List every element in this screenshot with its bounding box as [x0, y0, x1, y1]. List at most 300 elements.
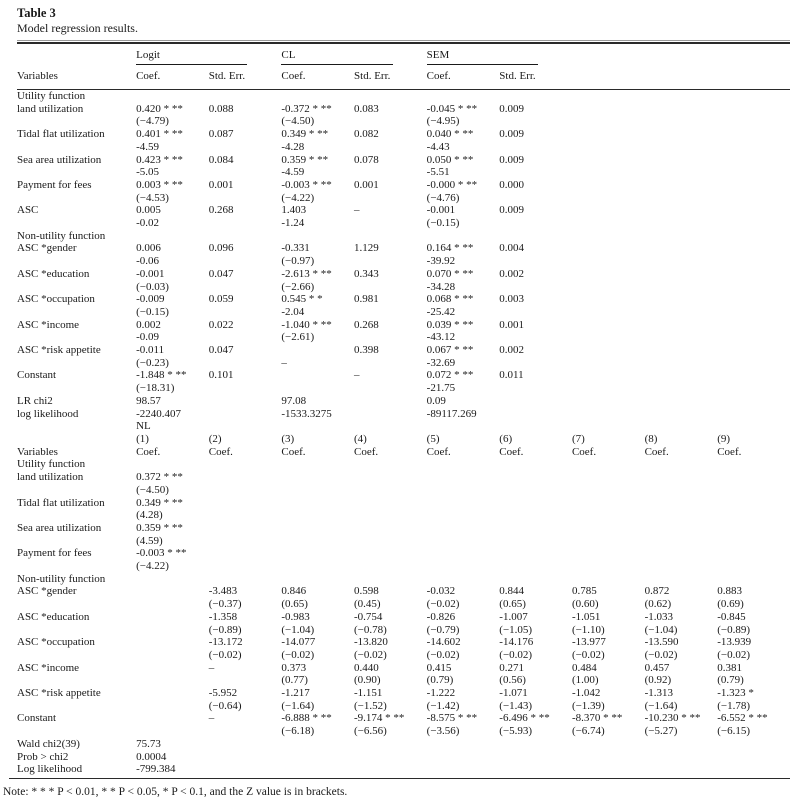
coef-value: -0.331	[281, 242, 310, 255]
coef-value: -8.575 * **	[426, 712, 478, 725]
cell	[427, 611, 500, 636]
cell	[717, 204, 790, 229]
coef-value: -1533.3275	[281, 407, 332, 420]
z-value: -1.24	[281, 217, 305, 230]
cell	[645, 103, 718, 128]
coef-value: -6.552 * **	[717, 712, 768, 725]
cell	[209, 369, 282, 394]
cell	[281, 662, 354, 687]
cell	[499, 344, 572, 369]
coef-value: 0.844	[499, 585, 525, 598]
cell	[136, 497, 209, 522]
cell	[354, 408, 427, 421]
cell	[209, 687, 282, 712]
cell	[354, 154, 427, 179]
cell	[499, 319, 572, 344]
row-label: LR chi2	[17, 394, 53, 407]
z-value: -0.09	[136, 331, 160, 344]
cell	[281, 547, 354, 572]
coef-value: 0.088	[208, 102, 234, 115]
header-value: Coef.	[208, 445, 233, 458]
header-value: Coef.	[354, 445, 379, 458]
z-value: -4.43	[426, 140, 450, 153]
coef-value: 0.040 * **	[426, 128, 474, 141]
coef-value: -0.011	[136, 344, 165, 357]
cell	[499, 497, 572, 522]
table-row	[17, 687, 790, 712]
z-value: (0.90)	[354, 674, 381, 687]
cell	[645, 395, 718, 408]
cell	[499, 128, 572, 153]
cell	[572, 408, 645, 421]
cell	[717, 738, 790, 751]
cell	[209, 662, 282, 687]
cell	[281, 242, 354, 267]
coef-value: 0.003 * **	[136, 178, 183, 191]
cell	[499, 179, 572, 204]
z-value: (−0.78)	[354, 623, 387, 636]
cell	[572, 319, 645, 344]
cell	[499, 433, 572, 446]
coef-value: 0.009	[499, 204, 525, 217]
table-row	[17, 585, 790, 610]
cell	[136, 179, 209, 204]
coef-value: -0.826	[426, 610, 456, 623]
table-row	[17, 344, 790, 369]
cell	[717, 268, 790, 293]
coef-value: -13.172	[208, 636, 243, 649]
coef-value: 0.268	[354, 318, 379, 331]
cell	[427, 446, 500, 459]
coef-value: 0.004	[499, 242, 525, 255]
coef-value: 0.011	[499, 369, 524, 382]
coef-value: 0.359 * **	[281, 153, 329, 166]
cell	[645, 662, 718, 687]
cell	[354, 751, 427, 764]
coef-value: -1.051	[571, 610, 601, 623]
cell	[572, 293, 645, 318]
header-value: (9)	[717, 432, 731, 445]
row-label: Payment for fees	[17, 547, 92, 560]
cell	[427, 547, 500, 572]
cell	[354, 611, 427, 636]
coef-value: 0.072 * **	[426, 369, 474, 382]
cell	[717, 471, 790, 496]
coef-value: 0.484	[571, 661, 597, 674]
table-row	[17, 128, 790, 153]
empty-cell	[645, 44, 718, 65]
z-value: -2.04	[281, 305, 305, 318]
column-header: Std. Err.	[499, 65, 572, 90]
cell	[499, 585, 572, 610]
z-value: (−1.05)	[499, 623, 533, 636]
coef-value: -13.590	[644, 636, 679, 649]
cell	[427, 636, 500, 661]
cell	[645, 204, 718, 229]
cell	[209, 154, 282, 179]
cell	[136, 154, 209, 179]
row-label: Tidal flat utilization	[17, 496, 105, 509]
coef-value: 0.981	[354, 293, 379, 306]
cell	[136, 712, 209, 737]
row-label: land utilization	[17, 471, 84, 484]
cell	[645, 154, 718, 179]
z-value: (−2.61)	[281, 331, 315, 344]
row-label: ASC *risk appetite	[17, 687, 101, 700]
cell	[427, 433, 500, 446]
cell	[645, 420, 718, 433]
header-value: Coef.	[499, 445, 524, 458]
coef-value: -0.003 * **	[136, 547, 187, 560]
section-label: Non-utility function	[17, 572, 106, 585]
table-row	[17, 103, 790, 128]
cell	[717, 408, 790, 421]
cell	[499, 611, 572, 636]
coef-value: 0.009	[499, 153, 525, 166]
coef-value: 0.009	[499, 102, 525, 115]
z-value: (−0.64)	[208, 699, 242, 712]
cell	[281, 471, 354, 496]
cell	[209, 344, 282, 369]
table-note: Note: * * * P < 0.01, * * P < 0.05, * P < 0.1, and the Z value is in brackets.	[3, 785, 348, 798]
cell	[572, 204, 645, 229]
coef-value: 0.001	[499, 318, 525, 331]
coef-value: 0.039 * **	[426, 318, 474, 331]
column-header: Std. Err.	[209, 65, 282, 90]
z-value: -32.69	[426, 356, 456, 369]
coef-value: 0.372 * **	[136, 471, 183, 484]
coef-value: 0.050 * **	[426, 153, 474, 166]
cell	[136, 446, 209, 459]
coef-value: -0.045 * **	[426, 102, 478, 115]
z-value: (−4.53)	[136, 191, 169, 204]
cell	[354, 242, 427, 267]
cell	[572, 522, 645, 547]
corner-cell	[17, 44, 136, 65]
coef-value: -0.009	[136, 293, 165, 306]
z-value: -43.12	[426, 331, 456, 344]
cell	[281, 763, 354, 776]
cell	[209, 242, 282, 267]
group-underline: SEM	[427, 49, 538, 65]
coef-value: -3.483	[208, 585, 238, 598]
cell	[209, 103, 282, 128]
cell	[354, 446, 427, 459]
cell	[645, 319, 718, 344]
row-label: ASC *education	[17, 267, 90, 280]
table-row	[17, 242, 790, 267]
z-value: (−1.64)	[644, 699, 678, 712]
z-value: (−1.52)	[354, 699, 387, 712]
header-value: Coef.	[644, 445, 669, 458]
cell	[427, 471, 500, 496]
row-label: Log likelihood	[17, 763, 83, 776]
header-value: (6)	[499, 432, 513, 445]
table-row	[17, 547, 790, 572]
coef-value: -0.003 * **	[281, 178, 332, 191]
cell	[209, 712, 282, 737]
empty-cell	[717, 65, 790, 90]
cell	[209, 420, 282, 433]
cell	[136, 268, 209, 293]
cell	[645, 369, 718, 394]
row-label: ASC *income	[17, 661, 80, 674]
header-value: Coef.	[281, 445, 306, 458]
z-value: (−0.02)	[571, 648, 605, 661]
cell	[645, 433, 718, 446]
header-value: (7)	[571, 432, 585, 445]
cell	[717, 344, 790, 369]
coef-value: 0.401 * **	[136, 128, 183, 141]
table-row	[17, 293, 790, 318]
row-label	[17, 433, 136, 446]
cell	[427, 763, 500, 776]
coef-value: -1.007	[499, 610, 528, 623]
model-group-header	[427, 44, 572, 65]
coef-value: 0.381	[717, 661, 742, 674]
cell	[645, 497, 718, 522]
z-value: (−1.39)	[571, 699, 605, 712]
z-value: (4.28)	[136, 509, 163, 522]
cell	[427, 687, 500, 712]
cell	[209, 738, 282, 751]
coef-value: 0.271	[499, 661, 525, 674]
coef-value: 0.005	[136, 204, 161, 217]
cell	[281, 611, 354, 636]
part2-header-row	[17, 446, 790, 459]
z-value: (−0.02)	[281, 648, 315, 661]
z-value: (−1.04)	[281, 623, 315, 636]
cell	[209, 293, 282, 318]
cell	[717, 103, 790, 128]
cell	[572, 687, 645, 712]
cell	[354, 204, 427, 229]
cell	[572, 395, 645, 408]
cell	[717, 420, 790, 433]
header-value: Coef.	[717, 445, 742, 458]
column-number-row	[17, 433, 790, 446]
z-value: (0.60)	[571, 598, 599, 611]
z-value: -4.59	[136, 140, 160, 153]
header-value: (3)	[281, 432, 295, 445]
cell	[136, 636, 209, 661]
cell	[136, 471, 209, 496]
coef-value: 0.457	[644, 661, 670, 674]
row-label: ASC *education	[17, 610, 90, 623]
cell	[354, 636, 427, 661]
cell	[717, 611, 790, 636]
cell	[281, 293, 354, 318]
cell	[572, 268, 645, 293]
coef-value: 0.047	[208, 267, 234, 280]
coef-value: 0.420 * **	[136, 102, 183, 115]
column-header: Coef.	[427, 65, 500, 90]
cell	[136, 242, 209, 267]
cell	[209, 446, 282, 459]
cell	[354, 497, 427, 522]
cell	[427, 179, 500, 204]
cell	[572, 751, 645, 764]
z-value: (0.65)	[281, 598, 308, 611]
cell	[717, 763, 790, 776]
cell	[209, 585, 282, 610]
section-row	[17, 230, 790, 243]
z-value: –	[281, 356, 287, 369]
cell	[499, 712, 572, 737]
cell	[209, 751, 282, 764]
cell	[572, 636, 645, 661]
cell	[281, 319, 354, 344]
coef-value: 0.096	[208, 242, 234, 255]
z-value: (−0.79)	[426, 623, 460, 636]
column-header-row	[17, 65, 790, 90]
row-label: Wald chi2(39)	[17, 737, 80, 750]
coef-value: 0.006	[136, 242, 161, 255]
coef-value: -5.952	[208, 687, 238, 700]
z-value: (0.56)	[499, 674, 526, 687]
cell	[209, 497, 282, 522]
coef-value: 0.785	[571, 585, 597, 598]
row-label: ASC *occupation	[17, 636, 95, 649]
cell	[354, 103, 427, 128]
cell	[645, 471, 718, 496]
cell	[281, 497, 354, 522]
cell	[281, 154, 354, 179]
table-row	[17, 751, 790, 764]
cell	[572, 103, 645, 128]
cell	[645, 763, 718, 776]
model-group-header	[136, 44, 281, 65]
row-label: Tidal flat utilization	[17, 128, 105, 141]
coef-value: -0.372 * **	[281, 102, 332, 115]
cell	[572, 712, 645, 737]
cell	[572, 611, 645, 636]
cell	[136, 522, 209, 547]
cell	[717, 547, 790, 572]
cell	[281, 179, 354, 204]
variables-header: Variables	[17, 65, 136, 90]
cell	[427, 751, 500, 764]
cell	[499, 395, 572, 408]
cell	[427, 154, 500, 179]
cell	[136, 433, 209, 446]
cell	[136, 395, 209, 408]
column-header: Std. Err.	[354, 65, 427, 90]
table-row	[17, 395, 790, 408]
cell	[209, 433, 282, 446]
cell	[572, 344, 645, 369]
coef-value: 0.087	[208, 128, 234, 141]
row-label: ASC *income	[17, 318, 80, 331]
coef-value: 0.373	[281, 661, 307, 674]
coef-value: 0.082	[354, 128, 379, 141]
z-value: -5.51	[426, 166, 450, 179]
table-row	[17, 497, 790, 522]
z-value: (−0.02)	[354, 648, 387, 661]
cell	[499, 293, 572, 318]
cell	[499, 522, 572, 547]
cell	[499, 268, 572, 293]
coef-value: -1.848 * **	[136, 369, 187, 382]
cell	[209, 179, 282, 204]
z-value: (−0.03)	[136, 280, 169, 293]
row-label: ASC *gender	[17, 242, 77, 255]
cell	[281, 433, 354, 446]
cell	[499, 662, 572, 687]
z-value: (−1.42)	[426, 699, 460, 712]
coef-value: -0.845	[717, 610, 746, 623]
cell	[645, 408, 718, 421]
coef-value: -0.000 * **	[426, 178, 478, 191]
coef-value: 0.545 * *	[281, 293, 323, 306]
coef-value: 0.398	[354, 344, 379, 357]
cell	[427, 268, 500, 293]
cell	[281, 128, 354, 153]
cell	[209, 395, 282, 408]
cell	[136, 293, 209, 318]
table-row	[17, 738, 790, 751]
cell	[572, 662, 645, 687]
z-value: (−4.76)	[426, 191, 460, 204]
coef-value: -1.071	[499, 687, 528, 700]
model-label-row	[17, 420, 790, 433]
z-value: (−4.79)	[136, 115, 169, 128]
z-value: (0.77)	[281, 674, 308, 687]
group-underline: CL	[281, 49, 392, 65]
z-value: (0.79)	[717, 674, 744, 687]
row-label: ASC *occupation	[17, 293, 95, 306]
cell	[717, 128, 790, 153]
cell	[717, 179, 790, 204]
row-label: Payment for fees	[17, 178, 92, 191]
coef-value: 0.415	[426, 661, 452, 674]
cell	[209, 763, 282, 776]
cell	[572, 471, 645, 496]
cell	[209, 204, 282, 229]
cell	[499, 687, 572, 712]
row-label: Sea area utilization	[17, 521, 102, 534]
cell	[136, 204, 209, 229]
cell	[281, 103, 354, 128]
coef-value: -6.496 * **	[499, 712, 550, 725]
cell	[572, 242, 645, 267]
cell	[645, 344, 718, 369]
header-value: (2)	[208, 432, 222, 445]
z-value: (−5.93)	[499, 725, 533, 738]
cell	[717, 522, 790, 547]
z-value: (−0.15)	[426, 217, 460, 230]
cell	[354, 268, 427, 293]
section-label: Non-utility function	[17, 229, 106, 242]
z-value: (−4.50)	[136, 483, 169, 496]
cell	[136, 763, 209, 776]
cell	[427, 204, 500, 229]
table-row	[17, 319, 790, 344]
cell	[645, 268, 718, 293]
coef-value: -1.222	[426, 687, 456, 700]
z-value: (0.65)	[499, 598, 526, 611]
cell	[354, 712, 427, 737]
cell	[427, 128, 500, 153]
coef-value: 0.003	[499, 293, 525, 306]
z-value: (−1.78)	[717, 699, 750, 712]
cell	[354, 738, 427, 751]
cell	[136, 611, 209, 636]
cell	[354, 547, 427, 572]
z-value: (−6.18)	[281, 725, 315, 738]
cell	[427, 522, 500, 547]
z-value: (4.59)	[136, 534, 163, 547]
